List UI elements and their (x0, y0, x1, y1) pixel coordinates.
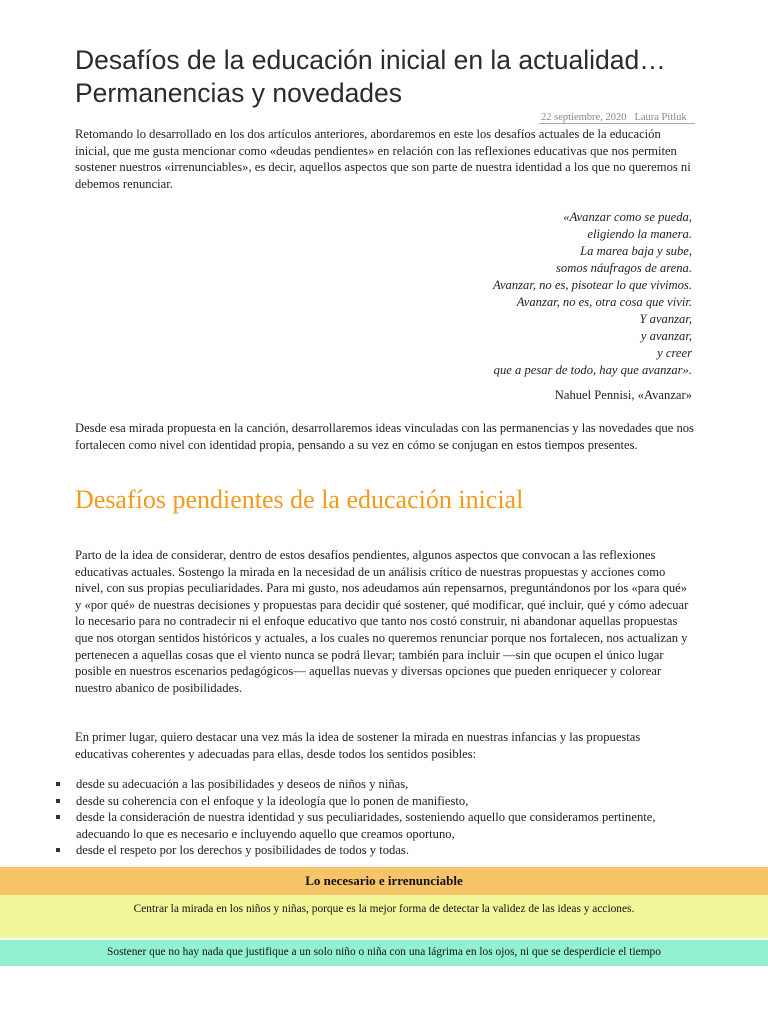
poem-line: que a pesar de todo, hay que avanzar». (493, 363, 692, 377)
poem-line: La marea baja y sube, (580, 244, 692, 258)
list-item (56, 842, 706, 859)
poem-line: y avanzar, (640, 329, 692, 343)
list-item (56, 809, 706, 842)
poem-line: Avanzar, no es, pisotear lo que vivimos. (492, 278, 692, 292)
poem-quote (493, 209, 692, 379)
list-item-text: desde la consideración de nuestra identidad y sus peculiaridades, sosteniendo aquello que consideramos pertinente, adecuando lo que es necesario e incluyendo aquello que creamos oportuno, (76, 810, 656, 841)
bullet-icon (56, 782, 60, 786)
table-row: Centrar la mirada en los niños y niñas, porque es la mejor forma de detectar la validez de las ideas y acciones. (0, 895, 768, 938)
paragraph-3: Parto de la idea de considerar, dentro de estos desafíos pendientes, algunos aspectos que convocan a las reflexiones educativas actuales. Sostengo la mirada en la necesidad de un análisis crítico de nuestras propuestas y acciones como nivel, con sus propias peculiaridades. Para mi gusto, nos adeudamos aún repensarnos, preguntándonos por los «para qué» y «por qué» de nuestras decisiones y propuestas para decidir qué sostener, qué modificar, qué incluir, qué y cómo adecuar lo necesario para no contradecir ni el enfoque educativo que tanto nos costó construir, ni abandonar aquellas propuestas que nos otorgan sentidos históricos y actuales, a los cuales no queremos renunciar porque nos fortalecen, nos actualizan y pertenecen a aquellas cosas que el viento nunca se podrá llevar; también para incluir —sin que ocupen el único lugar posible en nuestros escenarios pedagógicos— aquellas nuevas y diversas opciones que pueden enriquecer y colorear nuestro abanico de posibilidades. (75, 548, 689, 695)
paragraph-2: Desde esa mirada propuesta en la canción, desarrollaremos ideas vinculadas con las permanencias y las novedades que nos fortalecen como nivel con identidad propia, pensando a su vez en cómo se conjugan en estos tiempos presentes. (75, 421, 694, 452)
poem-line: somos náufragos de arena. (556, 261, 692, 275)
bullet-icon (56, 848, 60, 852)
poem-line: y creer (657, 346, 692, 360)
list-item (56, 776, 706, 793)
poem-line: Avanzar, no es, otra cosa que vivir. (516, 295, 692, 309)
intro-paragraph: Retomando lo desarrollado en los dos artículos anteriores, abordaremos en este los desafíos actuales de la educación inicial, que me gusta mencionar como «deudas pendientes» en relación con las reflexiones educativas que nos permiten sostener nuestros «irrenunciables», es decir, aquellos aspectos que son parte de nuestra identidad a los que no queremos ni debemos renunciar. (75, 127, 691, 191)
bullet-icon (56, 815, 60, 819)
bullet-icon (56, 799, 60, 803)
article-author[interactable]: Laura Pitluk (634, 112, 687, 123)
poem-line: eligiendo la manera. (587, 227, 692, 241)
list-item-text: desde el respeto por los derechos y posibilidades de todos y todas. (76, 843, 409, 858)
table-row: Sostener que no hay nada que justifique a un solo niño o niña con una lágrima en los ojos, ni que se desperdicie el tiempo (0, 940, 768, 966)
poem-line: «Avanzar como se pueda, (563, 210, 692, 224)
list-item-text: desde su coherencia con el enfoque y la ideología que lo ponen de manifiesto, (76, 793, 469, 808)
poem-line: Y avanzar, (639, 312, 692, 326)
paragraph-4: En primer lugar, quiero destacar una vez más la idea de sostener la mirada en nuestras infancias y las propuestas educativas coherentes y adecuadas para ellas, desde todos los sentidos posibles: (75, 730, 641, 761)
poem-attribution: Nahuel Pennisi, «Avanzar» (554, 388, 692, 402)
section-heading: Desafíos pendientes de la educación inicial (75, 485, 524, 514)
list-item-text: desde su adecuación a las posibilidades y deseos de niños y niñas, (76, 777, 409, 791)
article-meta (539, 112, 695, 124)
list-item (56, 793, 706, 810)
table-header: Lo necesario e irrenunciable (0, 867, 768, 895)
article-title: Desafíos de la educación inicial en la actualidad… Permanencias y novedades (75, 45, 666, 108)
article-date: 22 septiembre, 2020 (541, 112, 627, 123)
bullet-list (56, 776, 706, 859)
